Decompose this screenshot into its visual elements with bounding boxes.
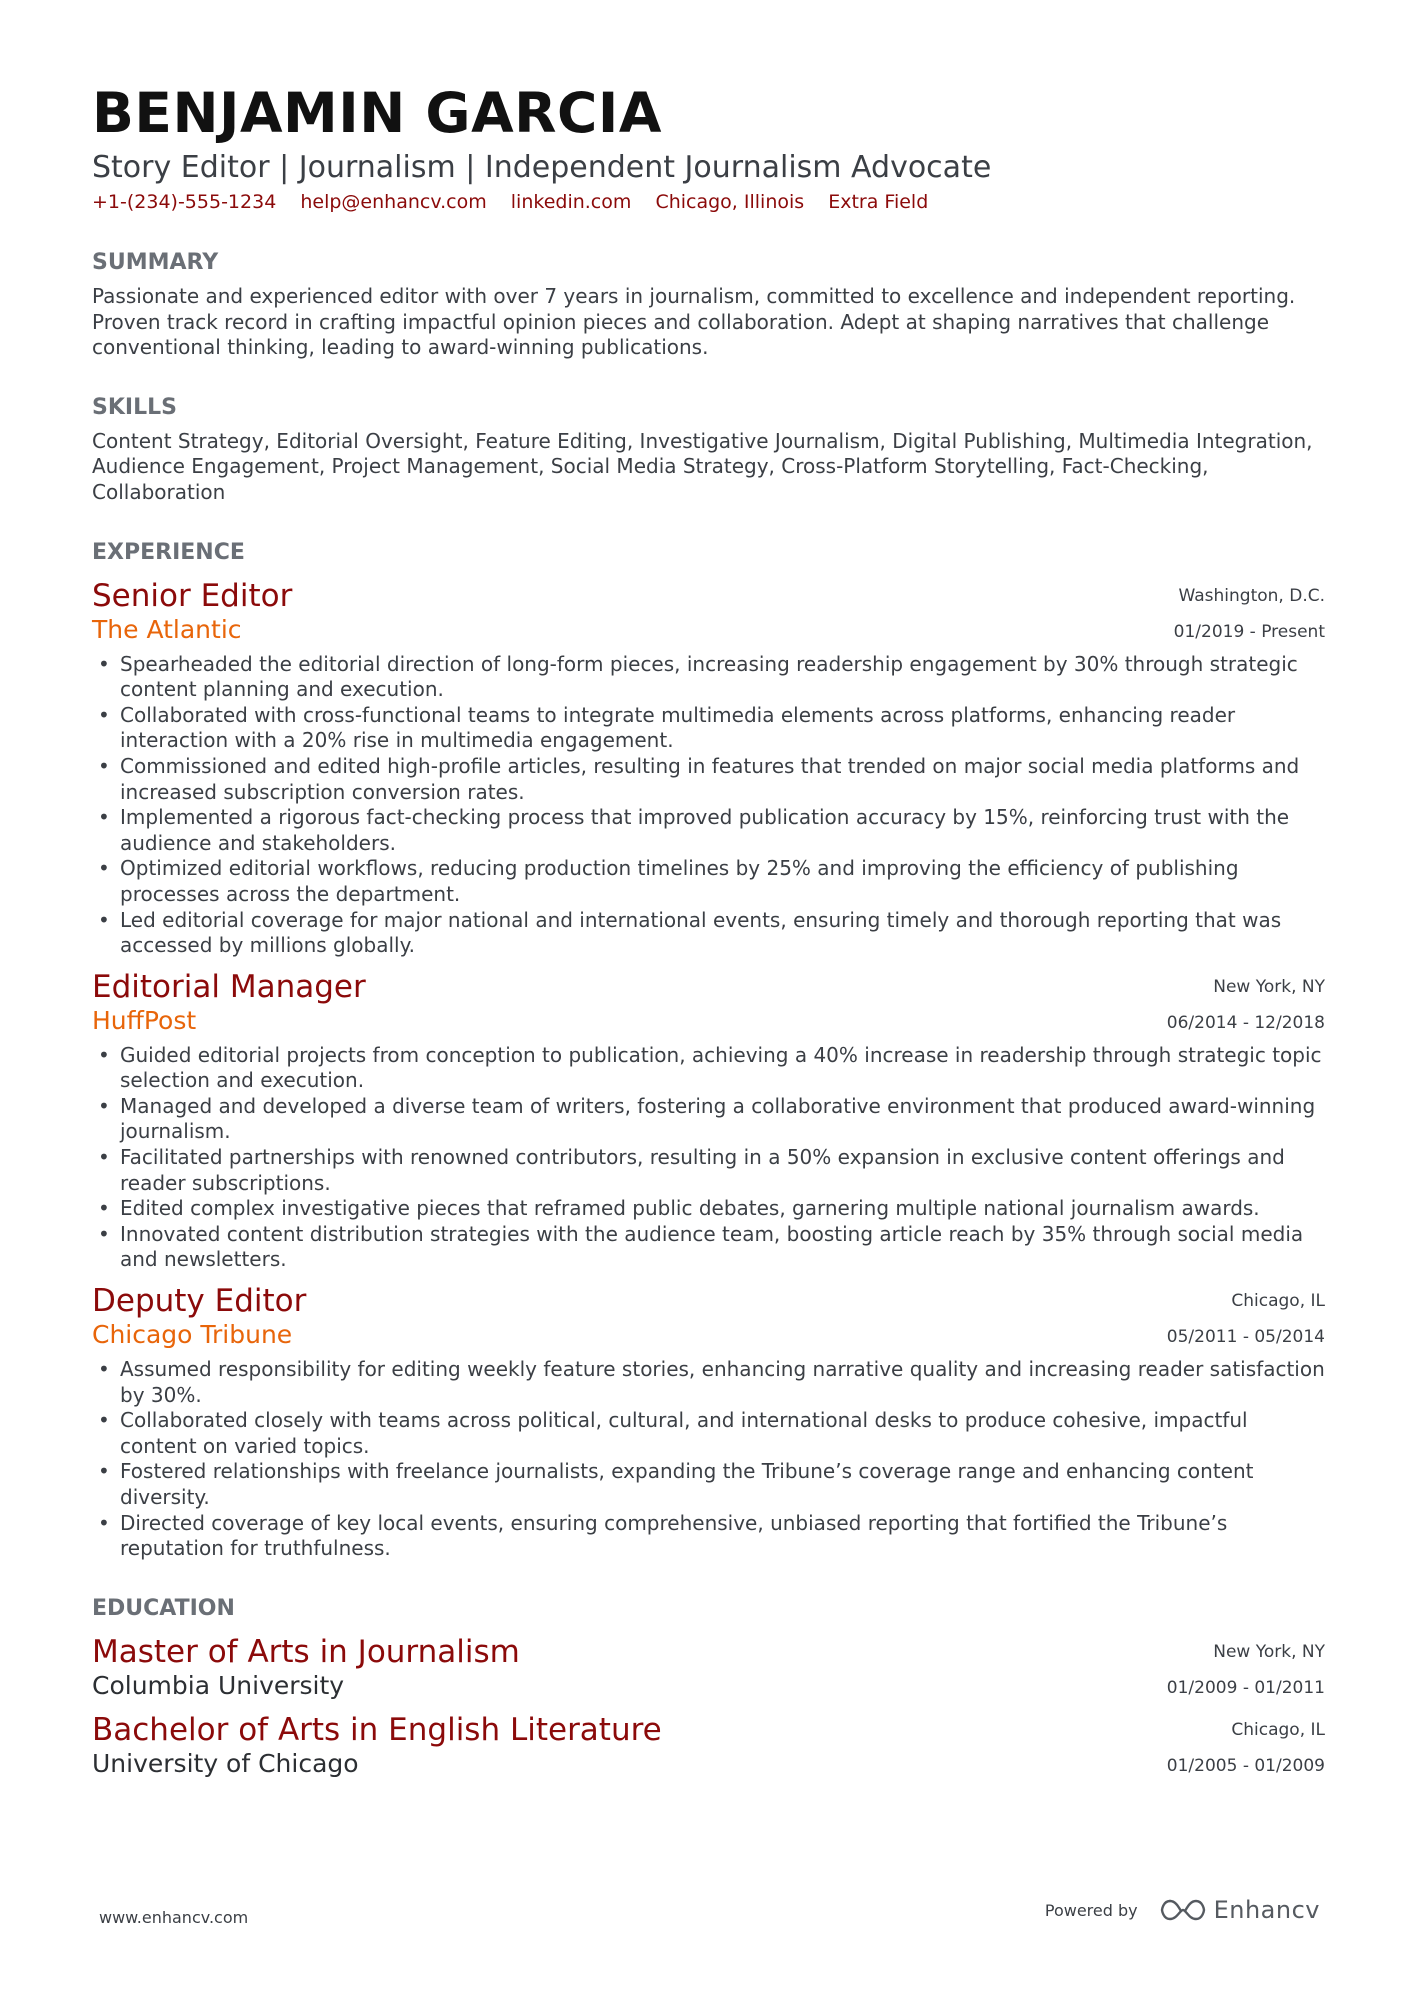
bullet-item: • Implemented a rigorous fact-checking process that improved publication accuracy by 15%, reinforcing trust with the audience and stakeholders. — [120, 805, 1325, 856]
linkedin-link[interactable]: linkedin.com — [510, 191, 632, 213]
headline: Story Editor | Journalism | Independent Journalism Advocate — [92, 150, 992, 185]
job-dates: 05/2011 - 05/2014 — [1166, 1327, 1325, 1348]
enhancv-brand: Enhancv — [1213, 1896, 1320, 1924]
bullet-item: • Edited complex investigative pieces that reframed public debates, garnering multiple national journalism awards. — [120, 1196, 1325, 1222]
bullet-item: • Facilitated partnerships with renowned contributors, resulting in a 50% expansion in exclusive content offerings and reader subscriptions. — [120, 1145, 1325, 1196]
bullet-item: • Spearheaded the editorial direction of long-form pieces, increasing readership engagement by 30% through strategic content planning and execution. — [120, 652, 1325, 703]
degree-title: Master of Arts in Journalism — [92, 1633, 520, 1670]
school-dates: 01/2005 - 01/2009 — [1166, 1755, 1325, 1776]
powered-by-label: Powered by — [1044, 1900, 1138, 1920]
bullet-item: • Commissioned and edited high-profile articles, resulting in features that trended on major social media platforms and increased subscription conversion rates. — [120, 754, 1325, 805]
skills-heading: SKILLS — [92, 394, 177, 420]
education-heading: EDUCATION — [92, 1595, 235, 1621]
job-bullets — [92, 1043, 1325, 1273]
resume-page — [92, 78, 1325, 1780]
school-location: New York, NY — [1213, 1641, 1325, 1662]
bullet-item: • Optimized editorial workflows, reducing production timelines by 25% and improving the efficiency of publishing processes across the department. — [120, 856, 1325, 907]
experience-heading: EXPERIENCE — [92, 539, 245, 565]
job-title: Editorial Manager — [92, 968, 366, 1005]
bullet-item: • Collaborated closely with teams across political, cultural, and international desks to produce cohesive, impactful content on varied topics. — [120, 1408, 1325, 1459]
bullet-item: • Managed and developed a diverse team of writers, fostering a collaborative environment that produced award-winning journalism. — [120, 1094, 1325, 1145]
school-name: University of Chicago — [92, 1748, 359, 1778]
email-link[interactable]: help@enhancv.com — [300, 191, 487, 213]
job-dates: 01/2019 - Present — [1173, 621, 1325, 642]
bullet-item: • Guided editorial projects from conception to publication, achieving a 40% increase in readership through strategic topic selection and execution. — [120, 1043, 1325, 1094]
bullet-item: • Led editorial coverage for major national and international events, ensuring timely and thorough reporting that was accessed by millions globally. — [120, 908, 1325, 959]
company-name: Chicago Tribune — [92, 1320, 293, 1350]
bullet-item: • Innovated content distribution strategies with the audience team, boosting article reach by 35% through social media and newsletters. — [120, 1222, 1325, 1273]
job-location: New York, NY — [1213, 976, 1325, 997]
job-location: Washington, D.C. — [1178, 585, 1325, 606]
contact-line — [92, 188, 1325, 216]
job-title: Deputy Editor — [92, 1283, 307, 1320]
job-location: Chicago, IL — [1231, 1291, 1325, 1312]
experience-entry — [92, 1283, 1325, 1562]
candidate-name: BENJAMIN GARCIA — [92, 81, 662, 145]
school-name: Columbia University — [92, 1670, 345, 1700]
powered-by-badge[interactable] — [1045, 1896, 1320, 1924]
bullet-item: • Fostered relationships with freelance journalists, expanding the Tribune’s coverage range and enhancing content diversity. — [120, 1459, 1325, 1510]
bullet-item: • Collaborated with cross-functional teams to integrate multimedia elements across platforms, enhancing reader interaction with a 20% rise in multimedia engagement. — [120, 703, 1325, 754]
enhancv-logo-icon — [1160, 1897, 1206, 1923]
degree-title: Bachelor of Arts in English Literature — [92, 1711, 662, 1748]
location-text: Chicago, Illinois — [655, 191, 805, 213]
summary-text: Passionate and experienced editor with over 7 years in journalism, committed to excellence and independent reporting. Proven track record in crafting impactful opinion pieces and collaboration. Adept at shaping narratives that challenge conventional thinking, leading to award-winning publications. — [92, 284, 1296, 360]
experience-entry — [92, 969, 1325, 1273]
bullet-item: • Directed coverage of key local events, ensuring comprehensive, unbiased reporting that fortified the Tribune’s reputation for truthfulness. — [120, 1511, 1325, 1562]
education-entry — [92, 1712, 1325, 1780]
summary-heading: SUMMARY — [92, 250, 219, 275]
phone-link[interactable]: +1-(234)-555-1234 — [92, 191, 277, 213]
education-entry — [92, 1634, 1325, 1702]
job-title: Senior Editor — [92, 577, 293, 614]
school-dates: 01/2009 - 01/2011 — [1166, 1677, 1325, 1698]
bullet-item: • Assumed responsibility for editing weekly feature stories, enhancing narrative quality and increasing reader satisfaction by 30%. — [120, 1357, 1325, 1408]
school-location: Chicago, IL — [1231, 1719, 1325, 1740]
job-dates: 06/2014 - 12/2018 — [1166, 1012, 1325, 1033]
job-bullets — [92, 1357, 1325, 1562]
company-name: HuffPost — [92, 1005, 197, 1035]
company-name: The Atlantic — [92, 614, 242, 644]
website-link[interactable]: www.enhancv.com — [99, 1908, 249, 1927]
extra-field: Extra Field — [828, 191, 929, 213]
job-bullets — [92, 652, 1325, 959]
skills-text: Content Strategy, Editorial Oversight, Feature Editing, Investigative Journalism, Digital Publishing, Multimedia Integration, Audience Engagement, Project Management, Social Media Strategy, Cross-Platform Storytelling, Fact-Checking, Collaboration — [92, 428, 1313, 504]
experience-entry — [92, 578, 1325, 959]
